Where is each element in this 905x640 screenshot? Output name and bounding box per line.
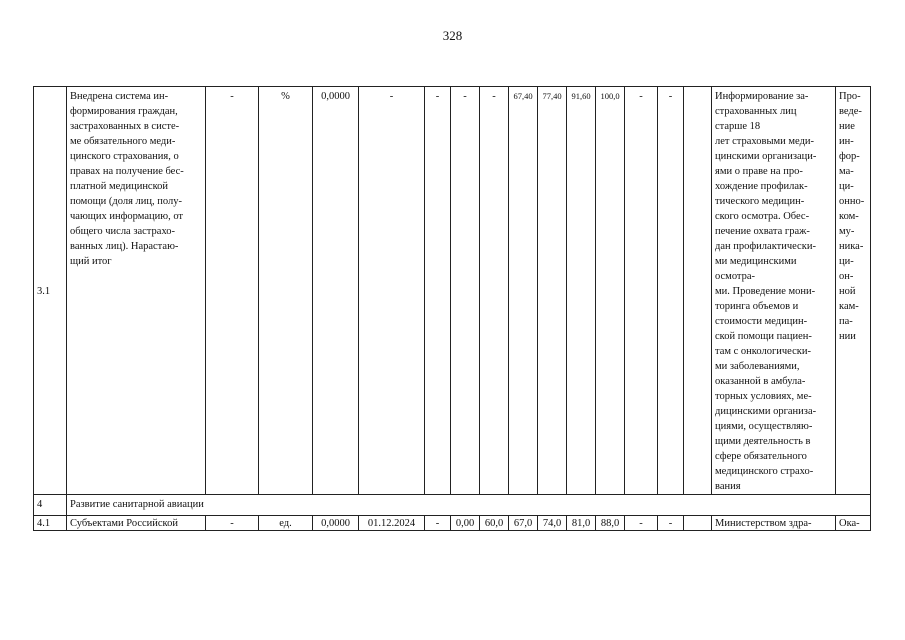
cell: - [206, 516, 259, 531]
indicators-table [33, 86, 871, 531]
responsible-cell: Министерством здра- [712, 516, 836, 531]
value-cell: 77,40 [538, 87, 567, 495]
indicator-name: Субъектами Российской [67, 516, 206, 531]
value-cell: - [425, 87, 451, 495]
value-cell: - [625, 87, 658, 495]
responsible-cell: Информирование за- страхованных лиц старше 18 лет страховыми меди- цинскими организаци- ями о праве на про- хождение профилак- тического медицин- ского осмотра. Обес- печение охвата граж- дан профилактически- ми медицинскими осмотра- ми. Проведение мони- торинга объемов и стоимости медицин- ской помощи пациен- там с онкологически- ми заболеваниями, оказанной в амбула- торных условиях, ме- дицинскими организа- циями, осуществляю- щими деятельность в сфере обязательного медицинского страхо- вания [712, 87, 836, 495]
unit-cell: % [259, 87, 313, 495]
value-cell: - [480, 87, 509, 495]
cell [684, 87, 712, 495]
value-cell: - [451, 87, 480, 495]
base-value-cell: 0,0000 [313, 87, 359, 495]
value-cell: 74,0 [538, 516, 567, 531]
unit-cell: ед. [259, 516, 313, 531]
value-cell: 0,00 [451, 516, 480, 531]
value-cell: 67,0 [509, 516, 538, 531]
value-cell: - [425, 516, 451, 531]
base-value-cell: 0,0000 [313, 516, 359, 531]
cell [836, 495, 871, 516]
row-number: 3.1 [34, 87, 67, 495]
value-cell: - [625, 516, 658, 531]
row-number: 4.1 [34, 516, 67, 531]
cell: - [206, 87, 259, 495]
value-cell: 60,0 [480, 516, 509, 531]
cell [684, 516, 712, 531]
indicator-name: Внедрена система ин- формирования граждан, застрахованных в систе- ме обязательного меди- цинского страхования, о правах на получение бес- платной медицинской помощи (доля лиц, полу- чающих информацию, от общего числа застрахо- ванных лиц). Нарастаю- щий итог [67, 87, 206, 495]
value-cell: - [658, 516, 684, 531]
value-cell: - [658, 87, 684, 495]
date-cell: - [359, 87, 425, 495]
value-cell: 91,60 [567, 87, 596, 495]
value-cell: 88,0 [596, 516, 625, 531]
value-cell: 81,0 [567, 516, 596, 531]
value-cell: 67,40 [509, 87, 538, 495]
page-number: 328 [442, 28, 463, 43]
section-row [34, 495, 871, 516]
result-cell: Про- веде- ние ин- фор- ма- ци- онно- ком- му- ника- ци- он- ной кам- па- нии [836, 87, 871, 495]
date-cell: 01.12.2024 [359, 516, 425, 531]
section-number: 4 [34, 495, 67, 516]
section-title: Развитие санитарной авиации [67, 495, 836, 516]
value-cell: 100,0 [596, 87, 625, 495]
result-cell: Ока- [836, 516, 871, 531]
table-row [34, 516, 871, 531]
table-row [34, 87, 871, 495]
